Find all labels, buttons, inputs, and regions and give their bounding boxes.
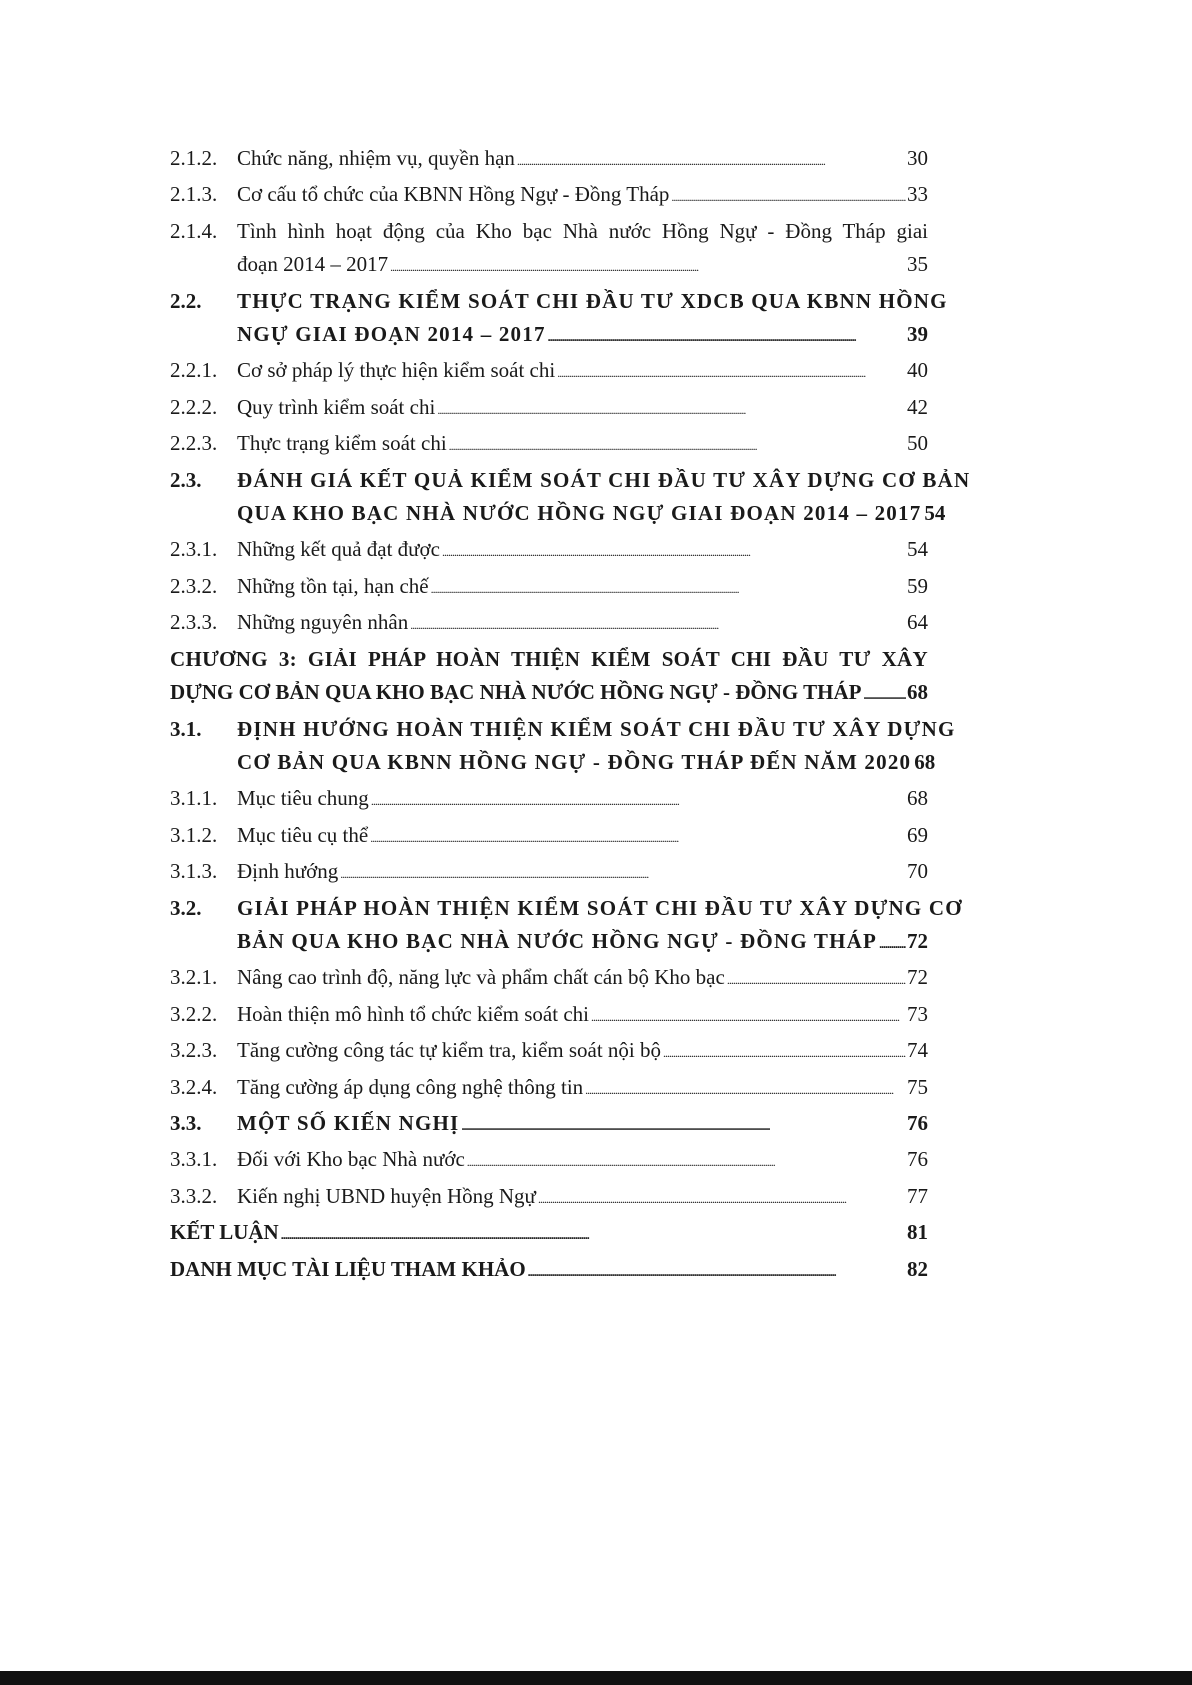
toc-entry-title-line: Hoàn thiện mô hình tổ chức kiểm soát chi bbox=[237, 1001, 589, 1026]
dot-leader bbox=[437, 391, 906, 427]
toc-entry bbox=[170, 782, 928, 818]
dot-leader bbox=[410, 606, 906, 642]
toc-entry-number: 2.2. bbox=[170, 288, 202, 313]
toc-page-number: 74 bbox=[907, 1038, 928, 1063]
dot-leader bbox=[528, 1253, 906, 1289]
toc-entry bbox=[170, 643, 928, 713]
toc-page-number: 70 bbox=[907, 859, 928, 884]
toc-page-number: 30 bbox=[907, 146, 928, 170]
toc-entry bbox=[170, 1071, 928, 1107]
toc-entry-body bbox=[237, 1034, 928, 1070]
toc-entry-title-row bbox=[237, 178, 928, 214]
dot-leader bbox=[517, 142, 906, 178]
toc-entry-number: 3.2. bbox=[170, 895, 202, 920]
toc-entry-number: 2.3.1. bbox=[170, 537, 218, 562]
toc-entry-title-line: BẢN QUA KHO BẠC NHÀ NƯỚC HỒNG NGỰ - ĐỒNG THÁP bbox=[237, 928, 878, 953]
toc-entry-title-row bbox=[237, 998, 928, 1034]
toc-entry-number: 2.2.3. bbox=[170, 431, 218, 456]
toc-entry-title-row bbox=[237, 142, 928, 178]
toc-page-number: 73 bbox=[907, 1001, 928, 1026]
dot-leader bbox=[390, 248, 906, 284]
dot-leader bbox=[449, 427, 906, 463]
toc-entry-title-line: Nâng cao trình độ, năng lực và phẩm chất cán bộ Kho bạc bbox=[237, 965, 725, 990]
toc-entry-body bbox=[237, 142, 928, 178]
toc-entry-number: 3.1.2. bbox=[170, 822, 218, 847]
toc-entry-number: 3.2.2. bbox=[170, 1001, 218, 1026]
toc-entry-number: 2.1.2. bbox=[170, 146, 218, 170]
toc-entry-title-line: Chức năng, nhiệm vụ, quyền hạn bbox=[237, 146, 515, 170]
toc-entry bbox=[170, 464, 971, 534]
toc-entry-body bbox=[237, 427, 928, 463]
toc-entry-body bbox=[237, 713, 956, 783]
toc-entry bbox=[170, 215, 928, 285]
toc-entry-body bbox=[237, 606, 928, 642]
toc-entry-title-line: MỘT SỐ KIẾN NGHỊ bbox=[237, 1110, 460, 1135]
toc-page-number: 59 bbox=[907, 573, 928, 598]
toc-entry-title-row bbox=[237, 746, 936, 782]
toc-entry-title-line: Thực trạng kiểm soát chi bbox=[237, 431, 447, 456]
toc-entry-title-line: Tình hình hoạt động của Kho bạc Nhà nước Hồng Ngự - Đồng Tháp giai bbox=[237, 218, 928, 243]
toc-entry-title-line: NGỰ GIAI ĐOẠN 2014 – 2017 bbox=[237, 322, 546, 347]
toc-entry-body bbox=[237, 1107, 928, 1143]
toc-entry-number: 2.1.4. bbox=[170, 218, 218, 243]
toc-entry-number: 2.3. bbox=[170, 467, 202, 492]
table-of-contents bbox=[170, 142, 971, 1289]
toc-entry-title-row bbox=[170, 1216, 928, 1252]
toc-entry-title-line: CƠ BẢN QUA KBNN HỒNG NGỰ - ĐỒNG THÁP ĐẾN NĂM 2020 bbox=[237, 749, 912, 774]
toc-page-number: 50 bbox=[907, 431, 928, 456]
toc-entry bbox=[170, 892, 963, 962]
toc-entry bbox=[170, 354, 928, 390]
toc-entry-number: 3.2.4. bbox=[170, 1074, 218, 1099]
toc-entry-title-row bbox=[237, 1180, 928, 1216]
toc-entry-number: 3.2.3. bbox=[170, 1038, 218, 1063]
toc-entry bbox=[170, 178, 928, 214]
toc-page-number: 42 bbox=[907, 394, 928, 419]
toc-entry-title-line: ĐÁNH GIÁ KẾT QUẢ KIỂM SOÁT CHI ĐẦU TƯ XÂY DỰNG CƠ BẢN bbox=[237, 467, 971, 492]
toc-page-number: 82 bbox=[907, 1256, 928, 1281]
toc-entry-title-row bbox=[237, 1071, 928, 1107]
toc-entry-number: 2.2.2. bbox=[170, 394, 218, 419]
toc-entry bbox=[170, 285, 948, 355]
toc-entry-title-row bbox=[170, 1253, 928, 1289]
toc-entry bbox=[170, 961, 928, 997]
toc-entry bbox=[170, 606, 928, 642]
toc-entry-title-row bbox=[237, 570, 928, 606]
toc-entry-body bbox=[237, 998, 928, 1034]
toc-entry bbox=[170, 1034, 928, 1070]
toc-entry-body bbox=[237, 892, 963, 962]
toc-page-number: 77 bbox=[907, 1183, 928, 1208]
toc-entry-number: 3.2.1. bbox=[170, 965, 218, 990]
toc-page-number: 33 bbox=[907, 182, 928, 207]
toc-page-number: 81 bbox=[907, 1220, 928, 1245]
dot-leader bbox=[431, 570, 906, 606]
toc-entry-number: 2.3.2. bbox=[170, 573, 218, 598]
toc-entry-title-line: KẾT LUẬN bbox=[170, 1220, 279, 1245]
dot-leader bbox=[467, 1143, 906, 1179]
toc-entry-number: 3.1.3. bbox=[170, 859, 218, 884]
toc-entry-body bbox=[237, 1180, 928, 1216]
toc-entry-title-row bbox=[237, 1034, 928, 1070]
toc-entry-title-row bbox=[237, 391, 928, 427]
toc-page-number: 68 bbox=[914, 749, 936, 774]
toc-entry-title-line: Những kết quả đạt được bbox=[237, 537, 440, 562]
toc-page-number: 76 bbox=[907, 1147, 928, 1172]
toc-entry-title-row bbox=[237, 497, 946, 533]
toc-entry-title-line: Mục tiêu cụ thể bbox=[237, 822, 369, 847]
toc-page-number: 40 bbox=[907, 358, 928, 383]
toc-entry-title-line: ĐỊNH HƯỚNG HOÀN THIỆN KIỂM SOÁT CHI ĐẦU TƯ XÂY DỰNG bbox=[237, 716, 956, 741]
dot-leader bbox=[663, 1034, 906, 1070]
toc-entry-body bbox=[237, 855, 928, 891]
toc-entry-title-row bbox=[237, 248, 928, 284]
toc-entry-title-line: GIẢI PHÁP HOÀN THIỆN KIỂM SOÁT CHI ĐẦU TƯ XÂY DỰNG CƠ bbox=[237, 895, 963, 920]
toc-entry-title-row bbox=[237, 318, 928, 354]
toc-entry-body bbox=[170, 1253, 928, 1289]
toc-entry bbox=[170, 713, 956, 783]
toc-entry-title-row bbox=[237, 961, 928, 997]
toc-entry-title-line: Cơ cấu tổ chức của KBNN Hồng Ngự - Đồng Tháp bbox=[237, 182, 670, 207]
toc-entry-number: 2.1.3. bbox=[170, 182, 218, 207]
toc-entry-title-row bbox=[237, 925, 928, 961]
toc-entry-title-line: QUA KHO BẠC NHÀ NƯỚC HỒNG NGỰ GIAI ĐOẠN 2014 – 2017 bbox=[237, 501, 922, 526]
dot-leader bbox=[591, 998, 906, 1034]
toc-entry-body bbox=[237, 354, 928, 390]
toc-entry-title-row bbox=[237, 427, 928, 463]
toc-entry-body bbox=[237, 215, 928, 285]
toc-entry-title-line: Kiến nghị UBND huyện Hồng Ngự bbox=[237, 1183, 536, 1208]
toc-entry-body bbox=[237, 1071, 928, 1107]
toc-entry-title-row bbox=[237, 354, 928, 390]
toc-entry-title-row bbox=[237, 819, 928, 855]
toc-entry-body bbox=[170, 643, 928, 713]
toc-entry-body bbox=[237, 782, 928, 818]
toc-entry-title-line: DANH MỤC TÀI LIỆU THAM KHẢO bbox=[170, 1256, 526, 1281]
toc-entry-body bbox=[237, 961, 928, 997]
toc-entry-number: 2.2.1. bbox=[170, 358, 218, 383]
toc-page-number: 72 bbox=[907, 928, 928, 953]
toc-entry-body bbox=[170, 1216, 928, 1252]
dot-leader bbox=[340, 855, 906, 891]
dot-leader bbox=[538, 1180, 906, 1216]
toc-entry-title-line: Tăng cường công tác tự kiểm tra, kiểm soát nội bộ bbox=[237, 1038, 662, 1063]
toc-page-number: 76 bbox=[907, 1110, 928, 1135]
dot-leader bbox=[281, 1216, 906, 1252]
toc-entry bbox=[170, 1180, 928, 1216]
toc-entry-number: 2.3.3. bbox=[170, 610, 218, 635]
dot-leader bbox=[557, 354, 906, 390]
toc-entry-body bbox=[237, 1143, 928, 1179]
toc-entry bbox=[170, 1143, 928, 1179]
toc-entry-body bbox=[237, 464, 971, 534]
toc-entry-number: 3.1.1. bbox=[170, 786, 218, 811]
toc-entry bbox=[170, 142, 928, 178]
toc-entry-number: 3.3.2. bbox=[170, 1183, 218, 1208]
toc-page-number: 39 bbox=[907, 322, 928, 347]
toc-entry-title-row bbox=[237, 1143, 928, 1179]
toc-entry-number: 3.3. bbox=[170, 1110, 202, 1135]
toc-entry bbox=[170, 391, 928, 427]
toc-entry-title-line: Những tồn tại, hạn chế bbox=[237, 573, 429, 598]
toc-page-number: 68 bbox=[907, 786, 928, 811]
toc-entry-number: 3.3.1. bbox=[170, 1147, 218, 1172]
toc-page-number: 68 bbox=[907, 680, 928, 705]
toc-entry bbox=[170, 1107, 928, 1143]
toc-page-number: 64 bbox=[907, 610, 928, 635]
dot-leader bbox=[548, 318, 906, 354]
toc-entry bbox=[170, 819, 928, 855]
dot-leader bbox=[585, 1071, 906, 1107]
toc-entry-title-line: Đối với Kho bạc Nhà nước bbox=[237, 1147, 465, 1172]
toc-entry-body bbox=[237, 285, 948, 355]
toc-entry bbox=[170, 427, 928, 463]
toc-page-number: 54 bbox=[907, 537, 928, 562]
toc-entry bbox=[170, 1253, 928, 1289]
toc-entry-title-row bbox=[237, 855, 928, 891]
toc-entry-body bbox=[237, 178, 928, 214]
dot-leader bbox=[863, 676, 906, 712]
dot-leader bbox=[879, 925, 906, 961]
toc-entry-title-row bbox=[237, 1107, 928, 1143]
toc-entry-body bbox=[237, 819, 928, 855]
toc-entry-title-row bbox=[237, 533, 928, 569]
toc-page-number: 54 bbox=[924, 501, 946, 526]
toc-entry bbox=[170, 570, 928, 606]
toc-entry-title-line: Những nguyên nhân bbox=[237, 610, 409, 635]
toc-entry-title-line: đoạn 2014 – 2017 bbox=[237, 252, 389, 277]
toc-entry-title-row bbox=[237, 782, 928, 818]
toc-entry-body bbox=[237, 533, 928, 569]
toc-page-number: 35 bbox=[907, 252, 928, 277]
page-bottom-edge bbox=[0, 1671, 1192, 1685]
toc-entry bbox=[170, 998, 928, 1034]
toc-entry-title-line: DỰNG CƠ BẢN QUA KHO BẠC NHÀ NƯỚC HỒNG NGỰ - ĐỒNG THÁP bbox=[170, 680, 862, 705]
toc-entry bbox=[170, 533, 928, 569]
toc-entry-title-line: Cơ sở pháp lý thực hiện kiểm soát chi bbox=[237, 358, 556, 383]
dot-leader bbox=[371, 782, 906, 818]
toc-entry-title-line: Mục tiêu chung bbox=[237, 786, 369, 811]
toc-entry-title-line: Tăng cường áp dụng công nghệ thông tin bbox=[237, 1074, 584, 1099]
toc-entry-title-row bbox=[170, 676, 928, 712]
dot-leader bbox=[370, 819, 906, 855]
dot-leader bbox=[461, 1107, 906, 1143]
toc-entry-title-row bbox=[237, 606, 928, 642]
toc-entry-body bbox=[237, 391, 928, 427]
toc-page-number: 72 bbox=[907, 965, 928, 990]
toc-entry bbox=[170, 1216, 928, 1252]
toc-entry-title-line: Định hướng bbox=[237, 859, 339, 884]
dot-leader bbox=[727, 961, 906, 997]
dot-leader bbox=[671, 178, 906, 214]
toc-entry-title-line: Quy trình kiểm soát chi bbox=[237, 394, 436, 419]
toc-entry bbox=[170, 855, 928, 891]
dot-leader bbox=[442, 533, 906, 569]
toc-entry-number: 3.1. bbox=[170, 716, 202, 741]
toc-page-number: 69 bbox=[907, 822, 928, 847]
toc-entry-title-line: CHƯƠNG 3: GIẢI PHÁP HOÀN THIỆN KIỂM SOÁT CHI ĐẦU TƯ XÂY bbox=[170, 646, 928, 671]
toc-entry-title-line: THỰC TRẠNG KIỂM SOÁT CHI ĐẦU TƯ XDCB QUA KBNN HỒNG bbox=[237, 288, 948, 313]
toc-entry-body bbox=[237, 570, 928, 606]
toc-page-number: 75 bbox=[907, 1074, 928, 1099]
